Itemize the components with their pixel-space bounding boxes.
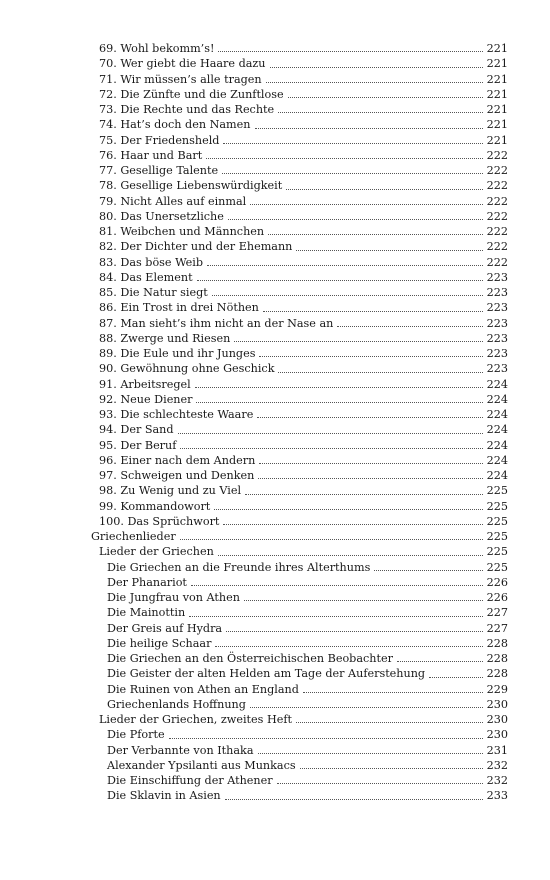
toc-entry-title: 73. Die Rechte und das Rechte: [99, 103, 275, 116]
toc-entry-page-number: 232: [486, 758, 508, 772]
toc-entry[interactable]: [91, 72, 508, 87]
toc-entry-title: 97. Schweigen und Denken: [99, 469, 255, 482]
dot-leader: [255, 128, 483, 129]
toc-entry-page-number: 224: [486, 408, 508, 421]
toc-entry-page-number: 223: [486, 347, 508, 360]
dot-leader: [207, 265, 483, 266]
toc-entry[interactable]: [91, 605, 508, 620]
dot-leader: [337, 326, 482, 327]
dot-leader: [228, 219, 483, 220]
toc-entry-page-number: 224: [486, 438, 508, 452]
toc-entry-page-number: 222: [486, 240, 508, 254]
dot-leader: [250, 204, 482, 205]
toc-entry-page-number: 223: [486, 316, 508, 330]
toc-entry-page-number: 228: [486, 667, 508, 681]
toc-entry-title: Lieder der Griechen: [99, 545, 214, 559]
dot-leader: [223, 524, 482, 525]
dot-leader: [244, 600, 483, 601]
toc-entry-page-number: 224: [486, 423, 508, 437]
dot-leader: [206, 158, 482, 159]
toc-entry[interactable]: [91, 41, 508, 56]
toc-entry-title: 81. Weibchen und Männchen: [99, 225, 265, 238]
toc-entry[interactable]: [91, 636, 508, 651]
toc-entry[interactable]: [91, 727, 508, 742]
dot-leader: [225, 799, 483, 800]
toc-entry[interactable]: [91, 453, 508, 468]
toc-entry[interactable]: [91, 743, 508, 758]
toc-entry-title: 78. Gesellige Liebenswürdigkeit: [99, 179, 283, 193]
dot-leader: [429, 677, 483, 678]
toc-entry-title: 70. Wer giebt die Haare dazu: [99, 57, 266, 71]
toc-entry[interactable]: [91, 438, 508, 453]
toc-entry[interactable]: [91, 575, 508, 590]
toc-entry[interactable]: [91, 666, 508, 681]
dot-leader: [258, 478, 482, 479]
toc-entry[interactable]: [91, 529, 508, 544]
dot-leader: [196, 402, 482, 403]
toc-entry-title: 100. Das Sprüchwort: [99, 514, 220, 528]
dot-leader: [288, 97, 483, 98]
dot-leader: [259, 356, 482, 357]
toc-entry-page-number: 232: [486, 774, 508, 787]
dot-leader: [169, 738, 483, 739]
dot-leader: [277, 783, 483, 784]
toc-entry[interactable]: [91, 102, 508, 117]
toc-entry[interactable]: [91, 87, 508, 102]
toc-entry-title: 94. Der Sand: [99, 423, 174, 437]
toc-entry-title: 84. Das Element: [99, 270, 193, 284]
toc-entry[interactable]: [91, 422, 508, 437]
toc-entry-page-number: 222: [486, 148, 508, 162]
toc-entry[interactable]: [91, 361, 508, 376]
toc-entry-page-number: 228: [486, 652, 508, 665]
dot-leader: [397, 661, 483, 662]
dot-leader: [214, 509, 482, 510]
dot-leader: [303, 692, 483, 693]
dot-leader: [180, 539, 483, 540]
toc-entry-title: Die Ruinen von Athen an England: [107, 682, 299, 696]
toc-entry-title: 79. Nicht Alles auf einmal: [99, 194, 247, 208]
toc-entry-page-number: 228: [486, 636, 508, 650]
dot-leader: [270, 67, 483, 68]
toc-entry-title: Der Phanariot: [107, 575, 187, 589]
toc-entry[interactable]: [91, 148, 508, 163]
toc-entry-title: Griechenlands Hoffnung: [107, 697, 246, 711]
toc-entry-page-number: 221: [486, 42, 508, 55]
dot-leader: [223, 143, 482, 144]
toc-entry-page-number: 221: [486, 103, 508, 116]
toc-entry-title: Die Griechen an die Freunde ihres Alterthums: [107, 560, 371, 574]
dot-leader: [178, 433, 483, 434]
toc-entry-title: 83. Das böse Weib: [99, 255, 204, 269]
toc-entry[interactable]: [91, 514, 508, 529]
toc-entry-title: Der Greis auf Hydra: [107, 621, 223, 635]
toc-entry[interactable]: [91, 133, 508, 148]
toc-entry-page-number: 222: [486, 179, 508, 193]
toc-entry-page-number: 223: [486, 301, 508, 315]
toc-entry[interactable]: [91, 209, 508, 224]
toc-entry-title: 85. Die Natur siegt: [99, 286, 208, 299]
toc-entry[interactable]: [91, 285, 508, 300]
dot-leader: [226, 631, 483, 632]
toc-entry-title: Alexander Ypsilanti aus Munkacs: [107, 758, 296, 772]
toc-entry-title: 99. Kommandowort: [99, 499, 211, 513]
toc-entry-title: 74. Hat’s doch den Namen: [99, 118, 251, 132]
toc-entry[interactable]: [91, 300, 508, 315]
toc-entry[interactable]: [91, 682, 508, 697]
toc-entry-title: Die Jungfrau von Athen: [107, 591, 240, 604]
dot-leader: [263, 311, 483, 312]
toc-entry-page-number: 229: [486, 682, 508, 696]
toc-entry-page-number: 226: [486, 575, 508, 589]
toc-entry[interactable]: [91, 255, 508, 270]
toc-entry-page-number: 221: [486, 87, 508, 101]
toc-entry-title: 98. Zu Wenig und zu Viel: [99, 484, 242, 498]
toc-entry-page-number: 225: [486, 499, 508, 513]
toc-entry-page-number: 222: [486, 194, 508, 208]
toc-entry-page-number: 222: [486, 225, 508, 238]
toc-entry-title: 76. Haar und Bart: [99, 148, 203, 162]
dot-leader: [278, 112, 482, 113]
toc-entry-title: Die Pforte: [107, 728, 165, 742]
toc-entry-title: Die Sklavin in Asien: [107, 789, 221, 803]
dot-leader: [212, 295, 483, 296]
toc-entry-page-number: 225: [486, 560, 508, 574]
toc-entry-page-number: 221: [486, 57, 508, 71]
toc-entry-title: 95. Der Beruf: [99, 438, 177, 452]
toc-entry-page-number: 222: [486, 209, 508, 223]
toc-entry-title: 69. Wohl bekomm’s!: [99, 42, 215, 55]
dot-leader: [234, 341, 482, 342]
toc-entry-title: 80. Das Unersetzliche: [99, 209, 224, 223]
toc-entry[interactable]: [91, 499, 508, 514]
dot-leader: [258, 753, 483, 754]
toc-entry-title: 88. Zwerge und Riesen: [99, 331, 231, 345]
toc-entry-page-number: 224: [486, 469, 508, 482]
toc-entry-title: 87. Man sieht’s ihm nicht an der Nase an: [99, 316, 334, 330]
toc-entry-title: 82. Der Dichter und der Ehemann: [99, 240, 293, 254]
toc-entry-title: Die Mainottin: [107, 606, 186, 620]
dot-leader: [189, 616, 482, 617]
toc-entry-page-number: 230: [486, 713, 508, 726]
toc-entry-page-number: 230: [486, 728, 508, 742]
toc-entry-page-number: 225: [486, 514, 508, 528]
toc-entry[interactable]: [91, 270, 508, 285]
dot-leader: [259, 463, 482, 464]
dot-leader: [266, 82, 483, 83]
toc-entry[interactable]: [91, 407, 508, 422]
toc-entry-page-number: 224: [486, 392, 508, 406]
toc-entry-page-number: 227: [486, 621, 508, 635]
dot-leader: [300, 768, 483, 769]
toc-entry[interactable]: [91, 331, 508, 346]
toc-entry-page-number: 231: [486, 743, 508, 757]
dot-leader: [296, 722, 483, 723]
dot-leader: [278, 372, 482, 373]
toc-entry[interactable]: [91, 377, 508, 392]
toc-entry[interactable]: [91, 163, 508, 178]
toc-entry-page-number: 230: [486, 697, 508, 711]
toc-entry[interactable]: [91, 651, 508, 666]
dot-leader: [268, 234, 483, 235]
dot-leader: [222, 173, 483, 174]
table-of-contents: [91, 41, 508, 804]
toc-entry-page-number: 221: [486, 72, 508, 86]
toc-entry-page-number: 226: [486, 591, 508, 604]
toc-entry[interactable]: [91, 544, 508, 559]
toc-entry-page-number: 225: [486, 484, 508, 498]
dot-leader: [197, 280, 483, 281]
toc-entry[interactable]: [91, 788, 508, 803]
toc-entry-page-number: 223: [486, 331, 508, 345]
toc-entry[interactable]: [91, 483, 508, 498]
toc-entry-page-number: 223: [486, 270, 508, 284]
toc-entry[interactable]: [91, 621, 508, 636]
toc-entry[interactable]: [91, 224, 508, 239]
toc-entry-title: Griechenlieder: [91, 530, 176, 543]
toc-entry[interactable]: [91, 773, 508, 788]
toc-entry[interactable]: [91, 117, 508, 132]
toc-entry-page-number: 222: [486, 164, 508, 177]
toc-entry-title: 71. Wir müssen’s alle tragen: [99, 72, 262, 86]
toc-entry[interactable]: [91, 56, 508, 71]
toc-entry[interactable]: [91, 758, 508, 773]
toc-entry-title: Die heilige Schaar: [107, 636, 212, 650]
toc-entry-title: 93. Die schlechteste Waare: [99, 408, 254, 421]
toc-entry-title: 72. Die Zünfte und die Zunftlose: [99, 87, 284, 101]
toc-entry-page-number: 227: [486, 606, 508, 620]
dot-leader: [245, 494, 483, 495]
toc-entry[interactable]: [91, 712, 508, 727]
toc-entry-title: 96. Einer nach dem Andern: [99, 453, 256, 467]
toc-entry-page-number: 225: [486, 530, 508, 543]
toc-entry[interactable]: [91, 194, 508, 209]
toc-entry-page-number: 224: [486, 377, 508, 391]
toc-entry-page-number: 224: [486, 453, 508, 467]
toc-entry-title: Der Verbannte von Ithaka: [107, 743, 254, 757]
toc-entry[interactable]: [91, 468, 508, 483]
toc-entry-title: 77. Gesellige Talente: [99, 164, 219, 177]
toc-entry[interactable]: [91, 560, 508, 575]
dot-leader: [180, 448, 482, 449]
dot-leader: [218, 51, 482, 52]
toc-entry-page-number: 221: [486, 118, 508, 132]
toc-entry-page-number: 223: [486, 286, 508, 299]
toc-entry-title: 92. Neue Diener: [99, 392, 193, 406]
toc-entry[interactable]: [91, 590, 508, 605]
toc-entry-page-number: 233: [486, 789, 508, 803]
dot-leader: [215, 646, 482, 647]
toc-entry[interactable]: [91, 178, 508, 193]
dot-leader: [195, 387, 483, 388]
dot-leader: [296, 250, 482, 251]
toc-entry-page-number: 222: [486, 255, 508, 269]
dot-leader: [250, 707, 483, 708]
toc-entry-page-number: 223: [486, 362, 508, 376]
dot-leader: [218, 555, 483, 556]
toc-entry[interactable]: [91, 346, 508, 361]
toc-entry-title: Die Griechen an den Österreichischen Beobachter: [107, 652, 393, 665]
toc-entry[interactable]: [91, 239, 508, 254]
toc-entry-title: Die Geister der alten Helden am Tage der Auferstehung: [107, 667, 426, 681]
dot-leader: [191, 585, 483, 586]
toc-entry-title: 86. Ein Trost in drei Nöthen: [99, 301, 259, 315]
toc-entry[interactable]: [91, 697, 508, 712]
toc-entry-title: Die Einschiffung der Athener: [107, 774, 273, 787]
toc-entry[interactable]: [91, 392, 508, 407]
toc-entry[interactable]: [91, 316, 508, 331]
dot-leader: [286, 189, 482, 190]
toc-entry-page-number: 221: [486, 133, 508, 147]
toc-entry-title: 75. Der Friedensheld: [99, 133, 220, 147]
toc-entry-title: 90. Gewöhnung ohne Geschick: [99, 362, 275, 376]
toc-entry-title: 91. Arbeitsregel: [99, 377, 191, 391]
toc-entry-page-number: 225: [486, 545, 508, 559]
dot-leader: [257, 417, 482, 418]
dot-leader: [374, 570, 482, 571]
toc-entry-title: 89. Die Eule und ihr Junges: [99, 347, 256, 360]
toc-entry-title: Lieder der Griechen, zweites Heft: [99, 713, 292, 726]
